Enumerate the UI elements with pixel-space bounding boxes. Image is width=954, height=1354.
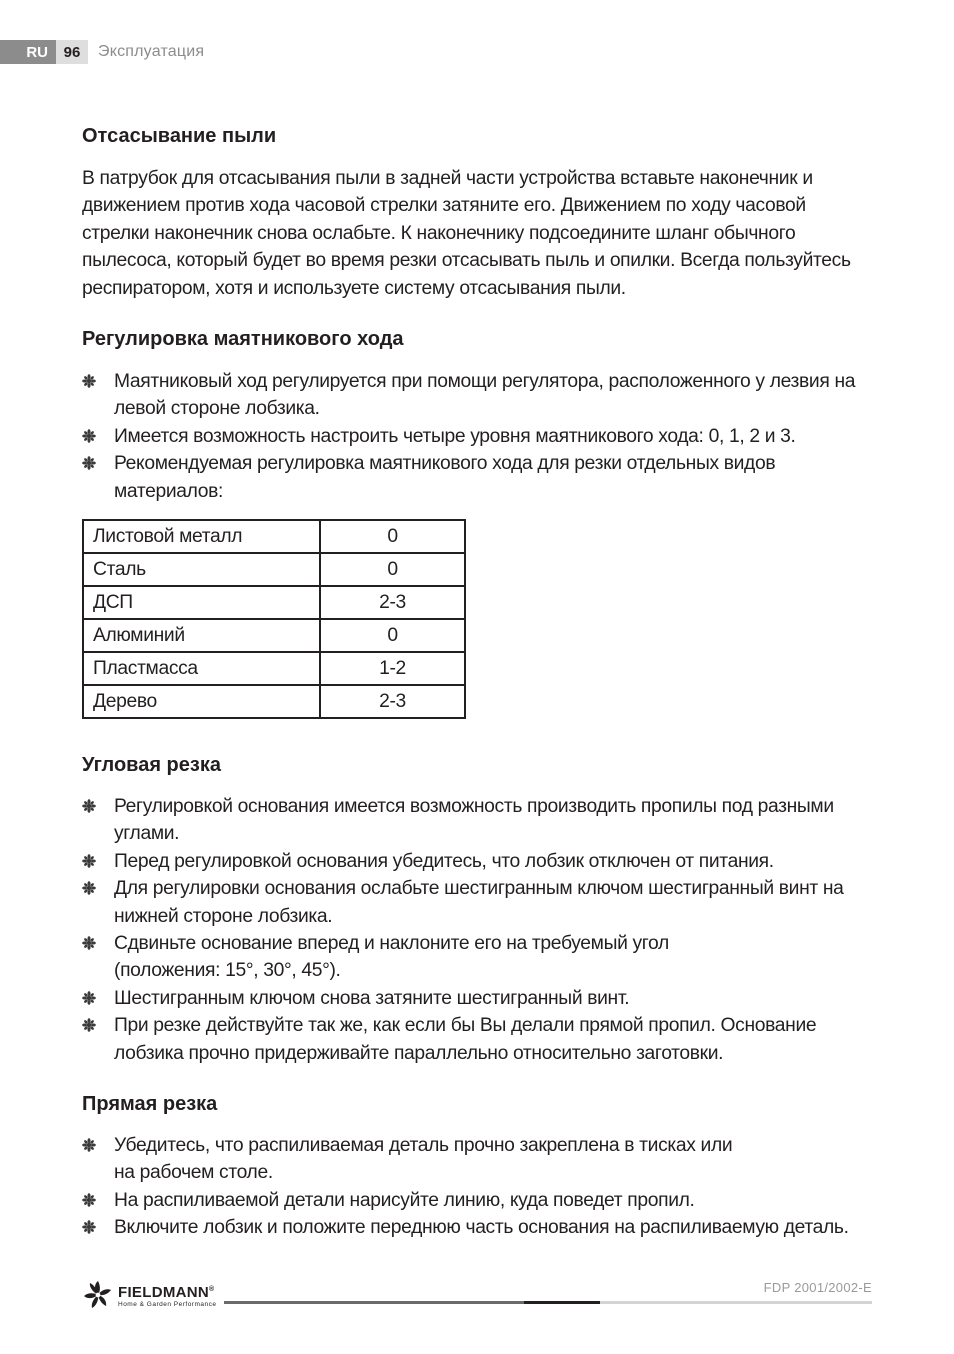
value-cell: 1-2: [320, 652, 465, 685]
bullet-flower-icon: [82, 1220, 96, 1234]
paragraph-line: В патрубок для отсасывания пыли в задней части устройства вставьте наконечник и: [82, 168, 813, 189]
list-item: Имеется возможность настроить четыре уровня маятникового хода: 0, 1, 2 и 3.: [82, 423, 872, 450]
footer-rule-accent: [524, 1301, 600, 1304]
list-item: Перед регулировкой основания убедитесь, что лобзик отключен от питания.: [82, 848, 872, 875]
bullet-flower-icon: [82, 456, 96, 470]
bullet-flower-icon: [82, 854, 96, 868]
bullet-flower-icon: [82, 799, 96, 813]
page-header: [0, 40, 204, 64]
paragraph-line: респиратором, хотя и используете систему отсасывания пыли.: [82, 277, 626, 299]
table-row: [83, 685, 465, 718]
list-item: На распиливаемой детали нарисуйте линию, куда поведет пропил.: [82, 1187, 872, 1214]
table-row: [83, 553, 465, 586]
fan-logo-icon: [82, 1280, 114, 1310]
model-number: FDP 2001/2002-E: [763, 1280, 872, 1295]
value-cell: 2-3: [320, 685, 465, 718]
brand-name: FIELDMANN®: [118, 1283, 215, 1301]
footer-rule: [224, 1301, 524, 1304]
material-cell: Алюминий: [83, 619, 320, 652]
page-footer: [82, 1276, 872, 1316]
value-cell: 0: [320, 553, 465, 586]
paragraph-line: движением против хода часовой стрелки затяните его. Движением по ходу часовой: [82, 195, 806, 217]
paragraph-line: пылесоса, который будет во время резки отсасывать пыль и опилки. Всегда пользуйтесь: [82, 250, 851, 272]
list-item: Включите лобзик и положите переднюю часть основания на распиливаемую деталь.: [82, 1214, 872, 1241]
list-item: Убедитесь, что распиливаемая деталь прочно закреплена в тисках или на рабочем столе.: [82, 1132, 872, 1187]
heading-straight-cut: Прямая резка: [82, 1093, 218, 1115]
section-name: Эксплуатация: [98, 43, 205, 60]
material-cell: Сталь: [83, 553, 320, 586]
table-row: [83, 619, 465, 652]
heading-angle-cut: Угловая резка: [82, 754, 221, 776]
bullet-flower-icon: [82, 374, 96, 388]
bullet-flower-icon: [82, 1018, 96, 1032]
footer-rule-light: [600, 1301, 872, 1304]
straight-cut-list: [82, 1132, 872, 1242]
list-item: Маятниковый ход регулируется при помощи регулятора, расположенного у лезвия на левой стороне лобзика.: [82, 368, 872, 423]
list-item: Рекомендуемая регулировка маятникового хода для резки отдельных видов материалов:: [82, 450, 872, 505]
paragraph-dust-extraction: [82, 165, 872, 302]
value-cell: 0: [320, 520, 465, 553]
heading-pendulum: Регулировка маятникового хода: [82, 328, 404, 350]
heading-dust-extraction: Отсасывание пыли: [82, 125, 277, 147]
table-row: [83, 520, 465, 553]
bullet-flower-icon: [82, 429, 96, 443]
list-item: При резке действуйте так же, как если бы Вы делали прямой пропил. Основание лобзика прочно придерживайте параллельно относительно заготовки.: [82, 1012, 872, 1067]
bullet-flower-icon: [82, 1138, 96, 1152]
brand-tagline: Home & Garden Performance: [118, 1300, 217, 1308]
bullet-flower-icon: [82, 991, 96, 1005]
material-cell: Пластмасса: [83, 652, 320, 685]
pendulum-settings-table: [82, 519, 466, 719]
material-cell: Листовой металл: [83, 520, 320, 553]
material-cell: Дерево: [83, 685, 320, 718]
angle-cut-list: [82, 793, 872, 1067]
pendulum-list: [82, 368, 872, 505]
bullet-flower-icon: [82, 936, 96, 950]
value-cell: 2-3: [320, 586, 465, 619]
value-cell: 0: [320, 619, 465, 652]
page-number: 96: [56, 40, 88, 64]
table-row: [83, 586, 465, 619]
bullet-flower-icon: [82, 881, 96, 895]
list-item: Регулировкой основания имеется возможность производить пропилы под разными углами.: [82, 793, 872, 848]
material-cell: ДСП: [83, 586, 320, 619]
bullet-flower-icon: [82, 1193, 96, 1207]
language-badge: RU: [0, 40, 56, 64]
list-item: Для регулировки основания ослабьте шестигранным ключом шестигранный винт на нижней стороне лобзика.: [82, 875, 872, 930]
paragraph-line: стрелки наконечник снова ослабьте. К наконечнику подсоедините шланг обычного: [82, 222, 796, 244]
brand-logo: [82, 1280, 216, 1310]
list-item: Сдвиньте основание вперед и наклоните его на требуемый угол (положения: 15°, 30°, 45°).: [82, 930, 872, 985]
table-row: [83, 652, 465, 685]
list-item: Шестигранным ключом снова затяните шестигранный винт.: [82, 985, 872, 1012]
